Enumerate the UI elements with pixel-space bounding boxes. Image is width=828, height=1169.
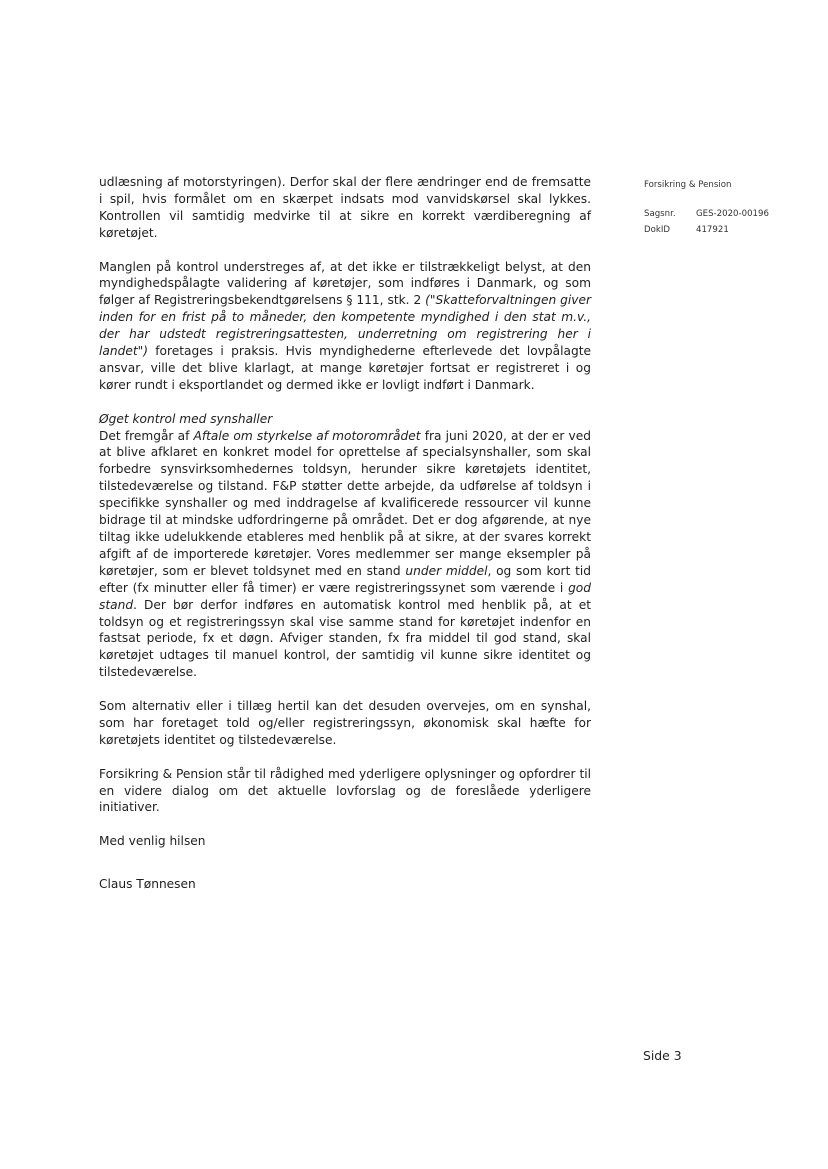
section-heading: Øget kontrol med synshaller <box>99 411 273 426</box>
condition-good: god stand <box>99 580 591 612</box>
paragraph-dialogue: Forsikring & Pension står til rådighed med yderligere oplysninger og opfordrer til en videre dialog om det aktuelle lovforslag og de foreslåede yderligere initiativer. <box>99 766 591 815</box>
regulation-quote: ("Skatteforvaltningen giver inden for en frist på to måneder, den kompetente myndighed i den stat m.v., der har udstedt registreringsattesten, underretning om registrering her i landet") <box>99 293 591 359</box>
paragraph-inspection-part-c: , og som kort tid efter (fx minutter eller få timer) er være registreringssynet som værende i <box>99 563 591 595</box>
paragraph-inspection-part-d: . Der bør derfor indføres en automatisk kontrol med henblik på, at et toldsyn og et registreringssyn skal vise samme stand for køretøjet indenfor en fastsat periode, fx et døgn. Afviger standen, fx fra middel til god stand, skal køretøjet udtages til manuel kontrol, der samtidig vil kunne sikre identitet og tilstedeværelse. <box>99 597 591 680</box>
case-number-value: GES-2020-00196 <box>696 209 769 219</box>
paragraph-motor-control: udlæsning af motorstyringen). Derfor skal der flere ændringer end de fremsatte i spil, hvis formålet om en skærpet indsats mod vanvidskørsel skal lykkes. Kontrollen vil samtidig medvirke til at sikre en korrekt værdiberegning af køretøjet. <box>99 175 591 240</box>
agreement-title: Aftale om styrkelse af motorområdet <box>193 428 421 443</box>
case-number-label: Sagsnr. <box>644 209 676 219</box>
paragraph-alternative: Som alternativ eller i tillæg hertil kan det desuden overvejes, om en synshal, som har foretaget told og/eller registreringssyn, økonomisk skal hæfte for køretøjets identitet og tilstedeværelse. <box>99 699 591 747</box>
condition-below-average: under middel <box>405 563 488 578</box>
document-id-row <box>644 222 769 238</box>
document-id-value: 417921 <box>696 225 729 235</box>
organization-name: Forsikring & Pension <box>644 180 732 190</box>
letter-body <box>99 174 591 893</box>
paragraph-inspection-part-b: fra juni 2020, at der er ved at blive afklaret en konkret model for oprettelse af specialsynshaller, som skal forbedre synsvirksomhedernes toldsyn, herunder sikre køretøjets identitet, tilstedeværelse og tilstand. F&P støtter dette arbejde, da udførelse af toldsyn i specifikke synshaller og med inddragelse af kvalificerede ressourcer vil kunne bidrage til at mindske udfordringerne på området. Det er dog afgørende, at nye tiltag ikke udelukkende etableres med henblik på at sikre, at der svares korrekt afgift af de importerede køretøjer. Vores medlemmer ser mange eksempler på køretøjer, som er blevet toldsynet med en stand <box>99 428 591 578</box>
paragraph-inspection-intro: Det fremgår af <box>99 428 194 443</box>
closing-salutation: Med venlig hilsen <box>99 834 206 849</box>
paragraph-lack-of-control <box>99 259 591 394</box>
document-id-label: DokID <box>644 225 671 235</box>
case-number-row <box>644 206 769 222</box>
paragraph-lack-of-control-intro: Manglen på kontrol understreges af, at det ikke er tilstrækkeligt belyst, at den myndighedspålagte validering af køretøjer, som indføres i Danmark, og som følger af Registreringsbekendtgørelsens § 111, stk. 2 <box>99 259 591 308</box>
signature-name: Claus Tønnesen <box>99 877 196 892</box>
paragraph-lack-of-control-rest: foretages i praksis. Hvis myndighederne efterlevede det lovpålagte ansvar, ville det blive klarlagt, at mange køretøjer fortsat er registreret i og kører rundt i eksportlandet og dermed ikke er lovligt indført i Danmark. <box>99 344 591 392</box>
paragraph-inspection-halls <box>99 428 591 682</box>
page-number: Side 3 <box>643 1048 682 1063</box>
letterhead-sidebar <box>644 177 769 238</box>
